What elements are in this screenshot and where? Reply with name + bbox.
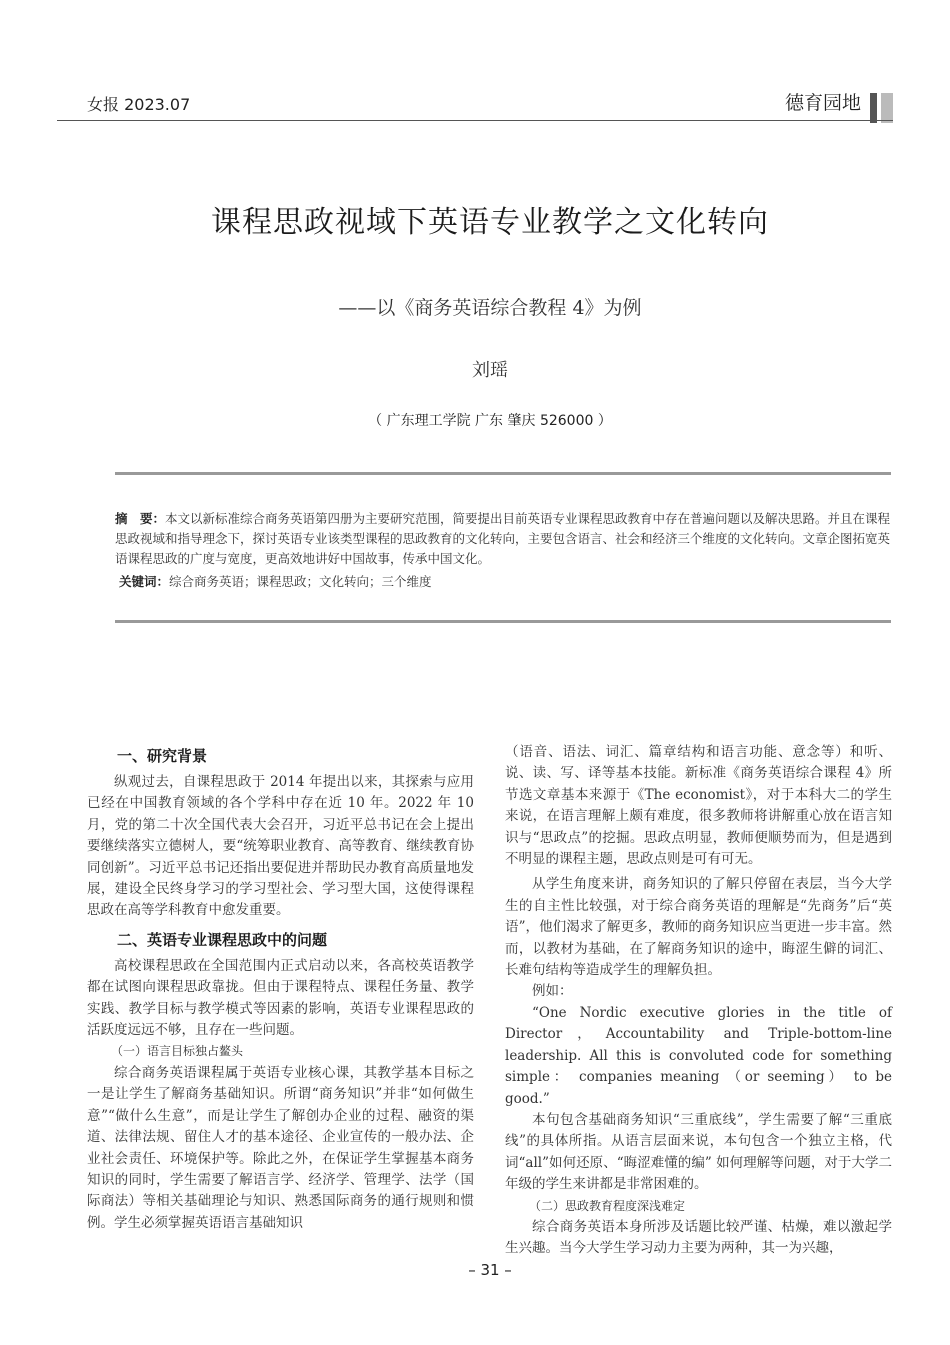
abstract-bottom-rule: [115, 620, 891, 623]
english-quote: “One Nordic executive glories in the title of Director，Accountability and Triple-bottom-line leadership. All this is convoluted code for something simple： companies meaning （or seeming） to be good.”: [505, 1004, 892, 1107]
paragraph: 从学生角度来讲，商务知识的了解只停留在表层，当今大学生的自主性比较强，对于综合商务英语的理解是“先商务”后“英语”，他们渴求了解更多，教师的商务知识应当更进一步丰富。然而，以教材为基础，在了解商务知识的途中，晦涩生僻的词汇、长难句结构等造成学生的理解负担。: [505, 876, 892, 979]
subsection-heading-2: （二）思政教育程度深浅难定: [529, 1198, 686, 1213]
header-bar-light: [881, 93, 893, 123]
keywords-text: 综合商务英语；课程思政；文化转向；三个维度: [169, 574, 432, 589]
keywords-label: 关键词：: [119, 574, 170, 589]
article-title: 课程思政视域下英语专业教学之文化转向: [211, 205, 769, 240]
paragraph: 纵观过去，自课程思政于 2014 年提出以来，其探索与应用已经在中国教育领域的各个学科中存在近 10 年。2022 年 10 月，党的第二十次全国代表大会召开，习近平总书记在会上提出要继续落实立德树人，要“统筹职业教育、高等教育、继续教育协同创新”。习近平总书记还指出要促进并帮助民办教育高质量地发展，建设全民终身学习的学习型社会、学习型大国，这使得课程思政在高等学科教育中愈发重要。: [87, 774, 474, 919]
header-bar-dark: [870, 93, 877, 123]
left-column: [87, 742, 474, 1234]
section-name: 德育园地: [784, 92, 861, 114]
abstract-label: 摘 要：: [115, 511, 166, 526]
subsection-heading-1: （一）语言目标独占鳌头: [111, 1044, 244, 1059]
section-heading-2: 二、英语专业课程思政中的问题: [117, 930, 328, 949]
section-heading-1: 一、研究背景: [117, 747, 208, 765]
paragraph: 综合商务英语课程属于英语专业核心课，其教学基本目标之一是让学生了解商务基础知识。所谓“商务知识”并非“如何做生意”“做什么生意”，而是让学生了解创办企业的过程、融资的渠道、法律法规、留住人才的基本途径、企业宣传的一般办法、企业社会责任、环境保护等。除此之外，在保证学生掌握基本商务知识的同时，学生需要了解语言学、经济学、管理学、法学（国际商法）等相关基础理论与知识、熟悉国际商务的通行规则和惯例。学生必须掌握英语语言基础知识: [87, 1064, 474, 1231]
paragraph: （语音、语法、词汇、篇章结构和语言功能、意念等）和听、说、读、写、译等基本技能。新标准《商务英语综合课程 4》所节选文章基本来源于《The economist》，对于本科大二的学生来说，在语言理解上颇有难度，很多教师将讲解重心放在语言知识与“思政点”的挖掘。思政点明显，教师便顺势而为，但是遇到不明显的课程主题，思政点则是可有可无。: [505, 744, 892, 868]
abstract-text: 本文以新标准综合商务英语第四册为主要研究范围，简要提出目前英语专业课程思政教育中存在普遍问题以及解决思路。并且在课程思政视域和指导理念下，探讨英语专业该类型课程的思政教育的文化转向，主要包含语言、社会和经济三个维度的文化转向。文章企图拓宽英语课程思政的广度与宽度，更高效地讲好中国故事，传承中国文化。: [115, 511, 891, 566]
right-column: [505, 742, 892, 1260]
abstract: [115, 509, 891, 569]
journal-issue: 女报 2023.07: [87, 95, 191, 114]
header-rule: [57, 120, 893, 121]
article-subtitle: ——以《商务英语综合教程 4》为例: [338, 297, 642, 319]
paragraph: 高校课程思政在全国范围内正式启动以来，各高校英语教学都在试图向课程思政靠拢。但由于课程特点、课程任务量、教学实践、教学目标与教学模式等因素的影响，英语专业课程思政的活跃度远远不够，且存在一些问题。: [87, 957, 474, 1039]
keywords: [119, 572, 432, 590]
abstract-top-rule: [115, 472, 891, 475]
page-number: – 31 –: [468, 1261, 512, 1279]
paragraph: 综合商务英语本身所涉及话题比较严谨、枯燥，难以激起学生兴趣。当今大学生学习动力主要为两种，其一为兴趣，: [505, 1218, 892, 1257]
author: 刘瑶: [472, 360, 508, 381]
affiliation: （ 广东理工学院 广东 肇庆 526000 ）: [368, 413, 612, 429]
paragraph: 本句包含基础商务知识“三重底线”，学生需要了解“三重底线”的具体所指。从语言层面来说，本句包含一个独立主格，代词“all”如何还原、“晦涩难懂的编” 如何理解等问题，对于大学二年级的学生来讲都是非常困难的。: [505, 1111, 892, 1193]
paragraph: 例如：: [532, 983, 573, 1000]
